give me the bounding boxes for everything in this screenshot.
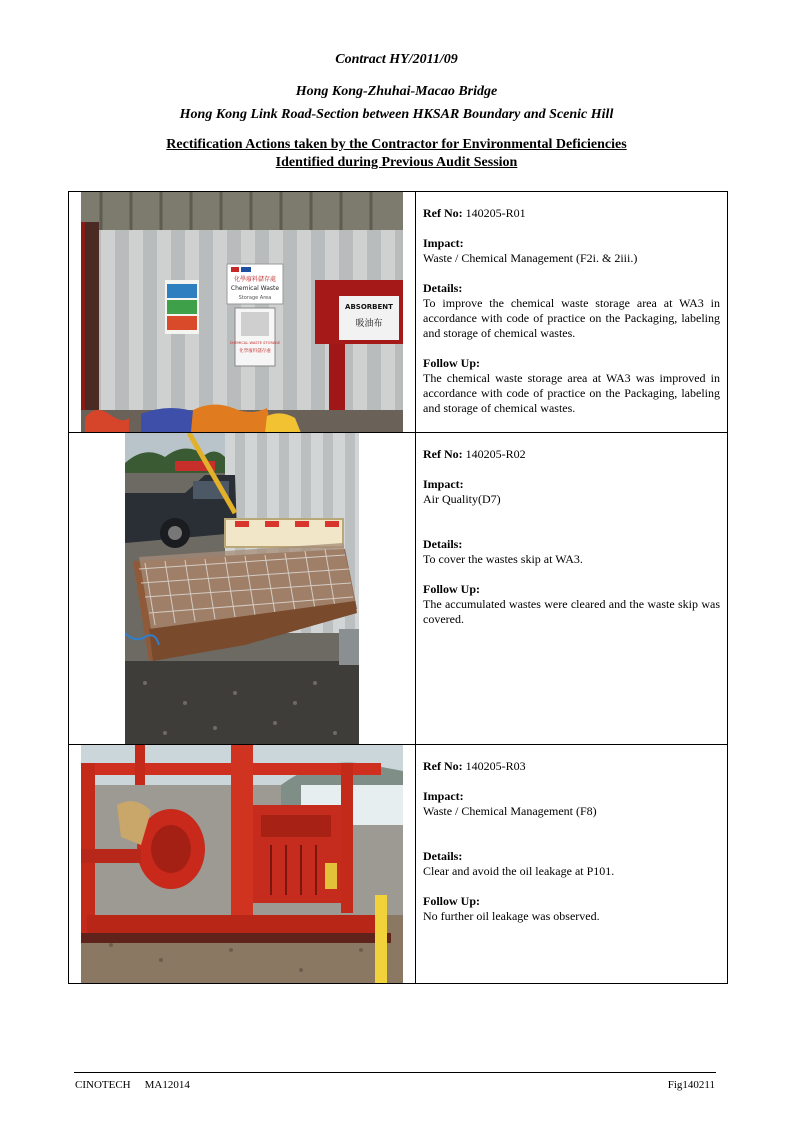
ref-value: 140205-R03: [465, 759, 526, 773]
photo-waste-skip: [125, 433, 359, 745]
footer-left: [75, 1079, 204, 1091]
ref-value: 140205-R01: [465, 206, 526, 220]
entry-row-1: [69, 192, 728, 433]
sign-storage-label: CHEMICAL WASTE STORAGE: [229, 341, 281, 345]
footer-company: CINOTECH: [75, 1079, 131, 1091]
details-label: Details:: [423, 281, 463, 295]
entry-row-2: [69, 433, 728, 745]
footer-fig-ref: Fig140211: [667, 1079, 715, 1091]
details-value: Clear and avoid the oil leakage at P101.: [423, 864, 615, 878]
follow-up-label: Follow Up:: [423, 356, 480, 370]
sign-storage-area-text: Storage Area: [238, 295, 272, 301]
heading-line-1: Rectification Actions taken by the Contractor for Environmental Deficiencies: [166, 137, 627, 152]
entry-text-1: [416, 192, 728, 433]
photo-cell-1: [69, 192, 416, 433]
follow-up-value: The accumulated wastes were cleared and the waste skip was covered.: [423, 597, 720, 626]
ref-label: Ref No:: [423, 206, 463, 220]
impact-value: Waste / Chemical Management (F8): [423, 804, 597, 818]
ref-label: Ref No:: [423, 447, 463, 461]
follow-up-value: No further oil leakage was observed.: [423, 909, 600, 923]
impact-label: Impact:: [423, 236, 464, 250]
footer-doc-ref: MA12014: [144, 1079, 190, 1091]
impact-value: Air Quality(D7): [423, 492, 501, 506]
details-value: To cover the wastes skip at WA3.: [423, 552, 583, 566]
footer-divider: [74, 1072, 716, 1073]
follow-up-label: Follow Up:: [423, 582, 480, 596]
impact-value: Waste / Chemical Management (F2i. & 2iii.): [423, 251, 638, 265]
absorbent-label: ABSORBENT: [345, 303, 393, 311]
rectification-table: [68, 191, 728, 984]
heading-line-2: Identified during Previous Audit Session: [275, 155, 518, 170]
section-title: Hong Kong Link Road-Section between HKSAR Boundary and Scenic Hill: [179, 107, 614, 122]
sign-storage-cn: 化學廢料儲存處: [239, 349, 271, 354]
details-label: Details:: [423, 849, 463, 863]
impact-label: Impact:: [423, 477, 464, 491]
follow-up-value: The chemical waste storage area at WA3 was improved in accordance with code of practice on the Packaging, labeling and storage of chemical wastes.: [423, 371, 720, 415]
entry-text-2: [416, 433, 728, 745]
details-value: To improve the chemical waste storage area at WA3 in accordance with code of practice on the Packaging, labeling and storage of chemical wastes.: [423, 296, 720, 340]
photo-cell-2: [69, 433, 416, 745]
ref-value: 140205-R02: [465, 447, 526, 461]
contract-title: Contract HY/2011/09: [335, 52, 458, 67]
entry-row-3: [69, 745, 728, 984]
photo-chemical-waste-storage: [81, 192, 403, 433]
sign-chemical-waste-text: Chemical Waste: [230, 285, 280, 292]
sign-chinese-text: 化學廢料儲存處: [233, 276, 277, 283]
follow-up-label: Follow Up:: [423, 894, 480, 908]
photo-pump-p101: [81, 745, 403, 984]
absorbent-cn-label: 吸油布: [355, 319, 383, 329]
details-label: Details:: [423, 537, 463, 551]
impact-label: Impact:: [423, 789, 464, 803]
project-title: Hong Kong-Zhuhai-Macao Bridge: [295, 84, 498, 99]
entry-text-3: [416, 745, 728, 984]
ref-label: Ref No:: [423, 759, 463, 773]
photo-cell-3: [69, 745, 416, 984]
